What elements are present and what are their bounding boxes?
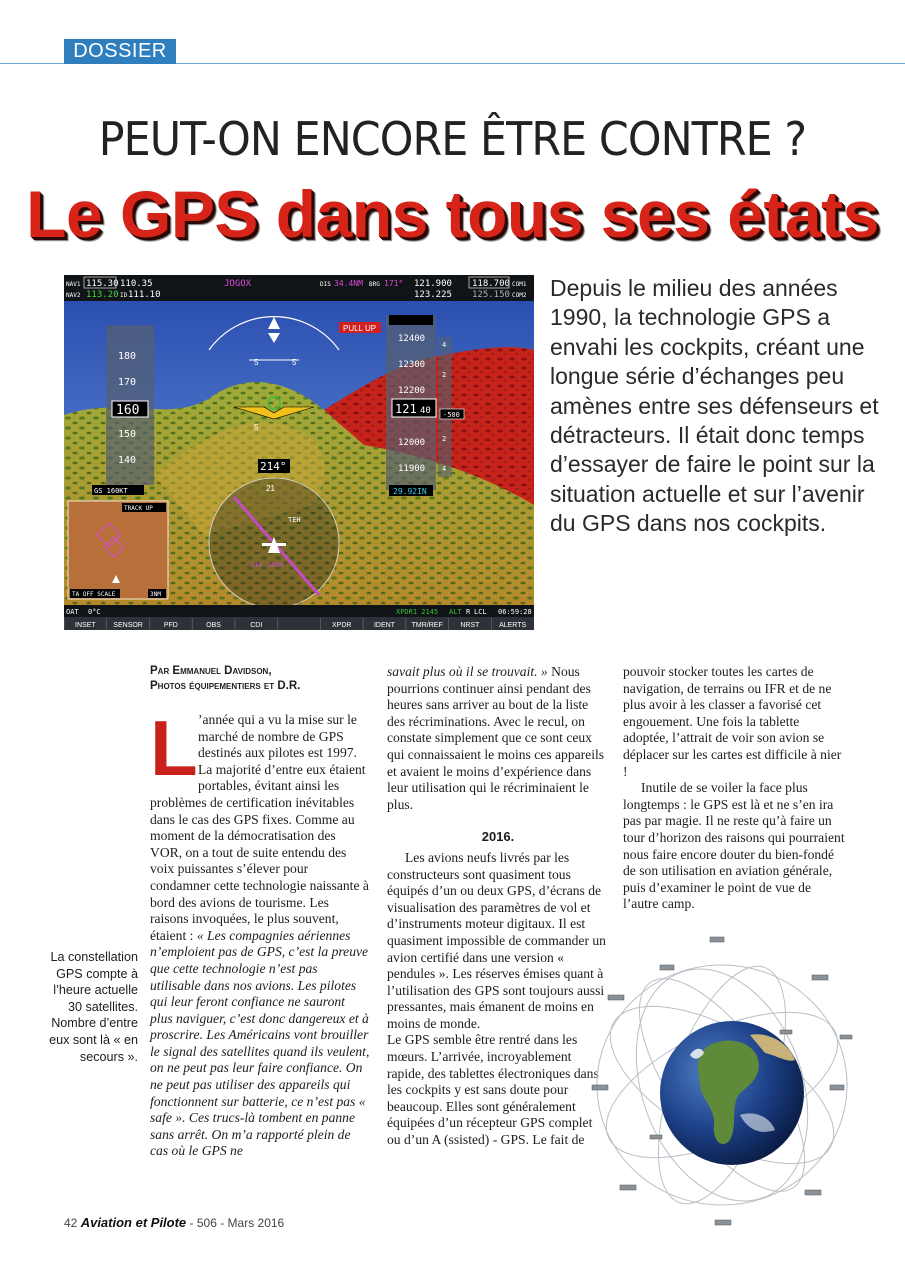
softkey-sensor: SENSOR [113,622,143,629]
vsi-tick: 4 [442,341,447,349]
time-label: LCL [474,608,487,616]
softkey-ident: IDENT [373,622,395,629]
brg-value: 171° [384,279,404,288]
nav2-id: ID [120,292,128,299]
altitude-tick: 12200 [398,386,426,396]
section-tag: DOSSIER [64,39,176,64]
vertical-speed: -500 [443,411,460,419]
softkey-inset: INSET [75,622,96,629]
altitude-tick: 12000 [398,438,426,448]
inset-range: 3NM [150,591,161,598]
pitch-left: 5 [254,358,259,367]
body-paragraph: Nous pourrions continuer ainsi pendant des heures sans arriver au bout de la liste des récriminations. Avec le recul, on constate simplement que ce sont ceux qui connaissaient le moins ces appareils et avaient le moins d’expérience dans leur utilisation qui le récriminaient le plus. [387,664,605,812]
vsi-tick: 4 [442,465,447,473]
cockpit-photo [64,275,534,630]
xpdr-mode: ALT [449,608,462,616]
brg-label: BRG [369,281,380,288]
airspeed-tick: 180 [118,351,137,362]
altitude-tick: 12300 [398,360,426,370]
time-value: 06:59:28 [498,608,532,616]
ground-speed: GS 160KT [94,487,128,495]
body-quote: « Les compagnies aériennes n’emploient pas de GPS, c’est la preuve que cette technologie n’est pas utilisable dans nos avions. Les pilotes qui leur feront confiance ne sauront plus naviguer, c’est donc dangereux et à proscrire. Les Américains vont brouiller le signal des satellites quand ils veulent, on ne peut pas leur faire confiance. On ne peut pas utiliser des appareils qui fonctionnent sur batterie, ce n’est pas « safe ». Ces trucs-là tombent en panne sans arrêt. On m’a rapporté plein de cas où le GPS ne [150,927,370,1159]
xpdr-code: XPDR1 2145 [396,608,439,616]
softkey-pfd: PFD [163,622,178,629]
nav2-label: NAV2 [66,292,81,299]
heading-bug: 214 1BSM [250,561,284,569]
intro-paragraph: Depuis le milieu des années 1990, la technologie GPS a envahi les cockpits, créant une longue série d’échanges peu amènes entre ses défenseurs et détracteurs. Il était donc temps d’essayer de faire le point sur la situation actuelle et sur l’avenir du GPS dans nos cockpits. [550,275,879,537]
airspeed-current: 160 [116,403,140,418]
article-column-2 [387,664,609,1149]
oat-label: OAT [66,608,79,616]
issue-info: - 506 - Mars 2016 [189,1216,285,1230]
baro-setting: 29.92IN [393,487,427,496]
airspeed-tick: 170 [118,377,137,388]
nav2-standby: 111.10 [128,290,161,300]
body-paragraph: ’année qui a vu la mise sur le marché de nombre de GPS destinés aux pilotes est 1997. La majorité d’entre eux étaient portables, évitant ainsi les problèmes de certification inévitables dans le cas des GPS fixes. Comme au moment de la démocratisation des VOR, on a tout de suite entendu des voix puissantes s’élever pour condamner cette technologie naissante à bord des avions de tourisme. Les raisons invoquées, le plus souvent, étaient : [150,712,369,943]
xpdr-reply: R [466,608,471,616]
body-paragraph: Le GPS semble être rentré dans les mœurs. L’arrivée, incroyablement rapide, des tablettes électroniques dans les cockpits y est sans doute pour beaucoup. Elles sont généralement équipées d’un récepteur GPS complet ou d’un A (ssisted) - GPS. Le fait de [387,1032,599,1148]
nav1-label: NAV1 [66,281,81,288]
inset-scale: TA OFF SCALE [72,591,116,598]
softkey-alerts: ALERTS [499,622,527,629]
article-column-1 [150,704,370,1160]
byline [150,664,380,694]
body-paragraph: pouvoir stocker toutes les cartes de navigation, de terrains ou IFR et de ne plus avoir à les classer a favorisé cet engouement. Une fois la tablette adoptée, l’attrait de voir son avion se déplacer sur les cartes est difficile à nier ! [623,664,842,779]
gps-constellation-illustration [590,935,855,1235]
body-paragraph: Inutile de se voiler la face plus longtemps : le GPS est là et ne s’en ira pas par magie. Il ne reste qu’à faire un tour d’horizon des raisons qui pourraient nous faire encore douter du bien-fondé de son utilisation en aviation générale, puis d’examiner le point de vue de l’autre camp. [623,780,845,912]
pitch-low: 5 [254,423,259,432]
airspeed-tick: 150 [118,429,137,440]
pitch-right: 5 [292,358,297,367]
nav1-standby: 110.35 [120,279,153,289]
softkey-tmr-ref: TMR/REF [411,622,443,629]
com2-active: 125.150 [472,290,510,300]
com2-label: COM2 [512,292,527,299]
vsi-tick: 2 [442,435,447,443]
heading-value: 214° [260,460,287,473]
altitude-tick: 11900 [398,464,426,474]
page-number: 42 [64,1216,78,1230]
altitude-tick: 12400 [398,334,426,344]
airspeed-tick: 140 [118,455,137,466]
body-quote-end: savait plus où il se trouvait. » [387,664,548,679]
heading-rose-label: 21 [266,484,275,493]
page-footer [64,1215,284,1230]
nav1-active: 115.30 [86,279,119,289]
byline-author: Par Emmanuel Davidson, [150,665,272,677]
softkey-nrst: NRST [460,622,480,629]
photo-caption: La constellation GPS compte à l’heure actuelle 30 satellites. Nombre d’entre eux sont là « en secours ». [49,950,138,1064]
oat-value: 0°C [88,608,101,616]
magazine-name: Aviation et Pilote [80,1215,187,1230]
article-column-3 [623,664,845,913]
nav2-active: 113.20 [86,290,119,300]
dis-label: DIS [320,281,331,288]
altitude-current-minor: 40 [420,406,431,416]
com1-label: COM1 [512,281,527,288]
inset-mode: TRACK UP [124,505,153,512]
poi-label: TEH [288,516,301,524]
com2-standby: 123.225 [414,290,452,300]
byline-photos: Photos équipementiers et D.R. [150,680,301,692]
kicker-title: PEUT-ON ENCORE ÊTRE CONTRE ? [98,112,807,166]
com1-standby: 121.900 [414,279,452,289]
waypoint-name: JOGOX [224,279,252,289]
vsi-tick: 2 [442,371,447,379]
dis-value: 34.4NM [334,279,363,288]
softkey-xpdr: XPDR [332,622,352,629]
drop-cap: L [150,704,198,792]
body-paragraph: Les avions neufs livrés par les constructeurs sont quasiment tous équipés d’un ou deux GPS, d’écrans de visualisation des paramètres de vol et d’instruments moteur digitaux. Il est quasiment impossible de commander un avion certifié dans une version « pendules ». Les réserves émises quant à l’utilisation des GPS sont toujours aussi pressantes, mais émanent de moins en moins de monde. [387,849,606,1031]
com1-active: 118.700 [472,279,510,289]
section-subhead: 2016. [481,829,515,845]
pull-up-alert: PULL UP [343,324,377,333]
softkey-cdi: CDI [250,622,263,629]
softkey-obs: OBS [206,622,221,629]
altitude-current: 121 [395,402,417,416]
headline: Le GPS dans tous ses états [26,177,879,251]
